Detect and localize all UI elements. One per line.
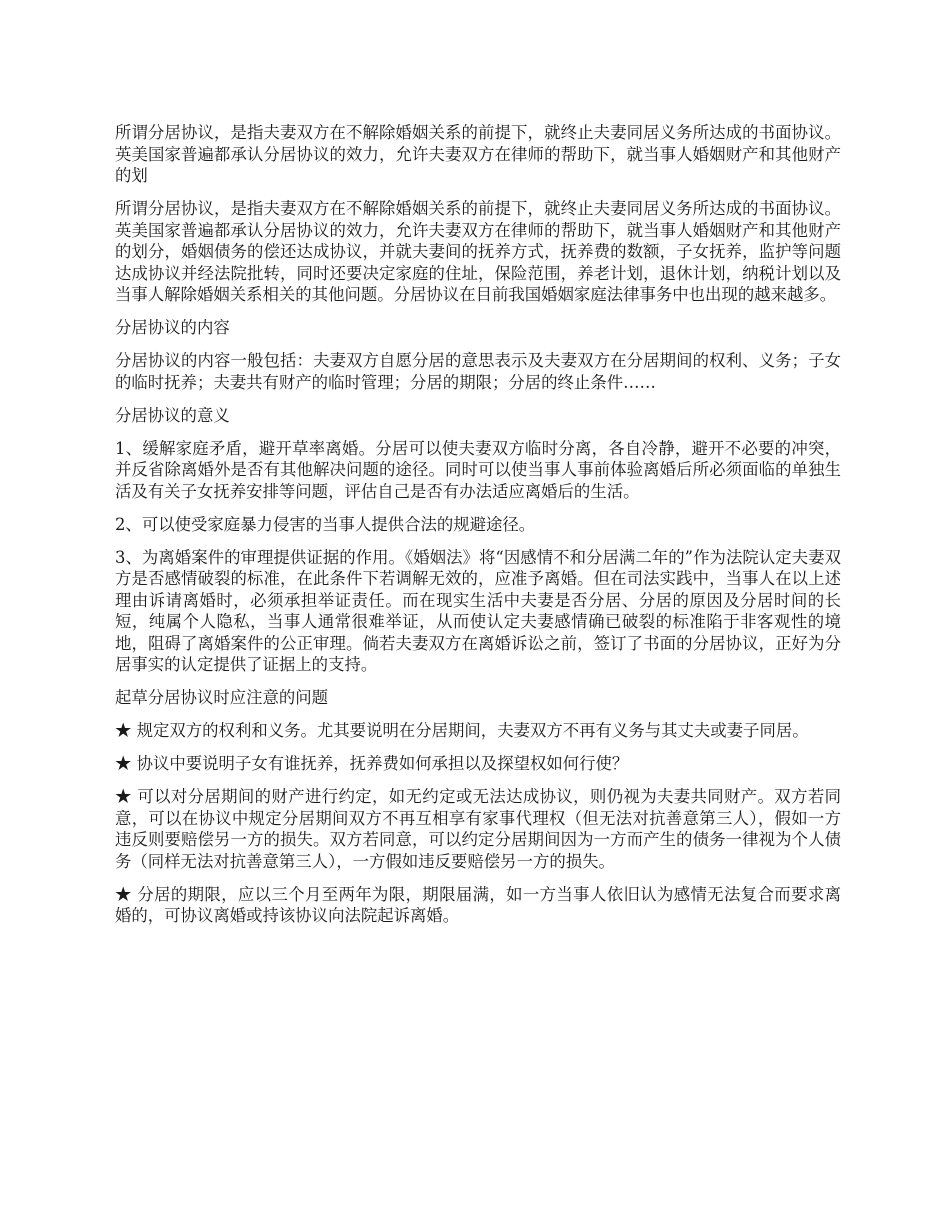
intro-paragraph: 所谓分居协议，是指夫妻双方在不解除婚姻关系的前提下，就终止夫妻同居义务所达成的书面协议。英美国家普遍都承认分居协议的效力，允许夫妻双方在律师的帮助下，就当事人婚姻财产和其他财产的划分，婚姻债务的偿还达成协议，并就夫妻间的抚养方式，抚养费的数额，子女抚养，监护等问题达成协议并经法院批转，同时还要决定家庭的住址，保险范围，养老计划，退休计划，纳税计划以及当事人解除婚姻关系相关的其他问题。分居协议在目前我国婚姻家庭法律事务中也出现的越来越多。: [115, 199, 841, 304]
section-heading-significance: 分居协议的意义: [115, 405, 230, 425]
section-heading-content: 分居协议的内容: [115, 318, 230, 337]
significance-item-3: 3、为离婚案件的审理提供证据的作用。《婚姻法》将“因感情不和分居满二年的”作为法院认定夫妻双方是否感情破裂的标准，在此条件下若调解无效的，应准予离婚。但在司法实践中，当事人在以上述理由诉请离婚时，必须承担举证责任。而在现实生活中夫妻是否分居、分居的原因及分居时间的长短，纯属个人隐私，当事人通常很难举证，从而使认定夫妻感情确已破裂的标准陷于非客观性的境地，阻碍了离婚案件的公正审理。倘若夫妻双方在离婚诉讼之前，签订了书面的分居协议，正好为分居事实的认定提供了证据上的支持。: [115, 547, 841, 674]
drafting-item-3: ★ 可以对分居期间的财产进行约定，如无约定或无法达成协议，则仍视为夫妻共同财产。双方若同意，可以在协议中规定分居期间双方不再互相享有家事代理权（但无法对抗善意第三人），假如一方违反则要赔偿另一方的损失。双方若同意，可以约定分居期间因为一方而产生的债务一律视为个人债务（同样无法对抗善意第三人），一方假如违反要赔偿另一方的损失。: [115, 787, 841, 871]
significance-item-1: 1、缓解家庭矛盾，避开草率离婚。分居可以使夫妻双方临时分离，各自冷静，避开不必要的冲突，并反省除离婚外是否有其他解决问题的途径。同时可以使当事人事前体验离婚后所必须面临的单独生活及有关子女抚养安排等问题，评估自己是否有办法适应离婚后的生活。: [115, 438, 841, 501]
drafting-item-2: ★ 协议中要说明子女有谁抚养，抚养费如何承担以及探望权如何行使？: [115, 754, 629, 773]
drafting-item-1: ★ 规定双方的权利和义务。尤其要说明在分居期间，夫妻双方不再有义务与其丈夫或妻子同居。: [115, 721, 809, 740]
document-body: [115, 122, 841, 938]
content-paragraph: 分居协议的内容一般包括：夫妻双方自愿分居的意思表示及夫妻双方在分居期间的权利、义务；子女的临时抚养；夫妻共有财产的临时管理；分居的期限；分居的终止条件……: [115, 351, 841, 392]
section-heading-drafting: 起草分居协议时应注意的问题: [115, 688, 329, 707]
significance-item-2: 2、可以使受家庭暴力侵害的当事人提供合法的规避途径。: [115, 514, 536, 534]
drafting-item-4: ★ 分居的期限，应以三个月至两年为限，期限届满，如一方当事人依旧认为感情无法复合而要求离婚的，可协议离婚或持该协议向法院起诉离婚。: [115, 884, 841, 925]
intro-paragraph-truncated: 所谓分居协议，是指夫妻双方在不解除婚姻关系的前提下，就终止夫妻同居义务所达成的书面协议。英美国家普遍都承认分居协议的效力，允许夫妻双方在律师的帮助下，就当事人婚姻财产和其他财产的划: [115, 123, 841, 185]
